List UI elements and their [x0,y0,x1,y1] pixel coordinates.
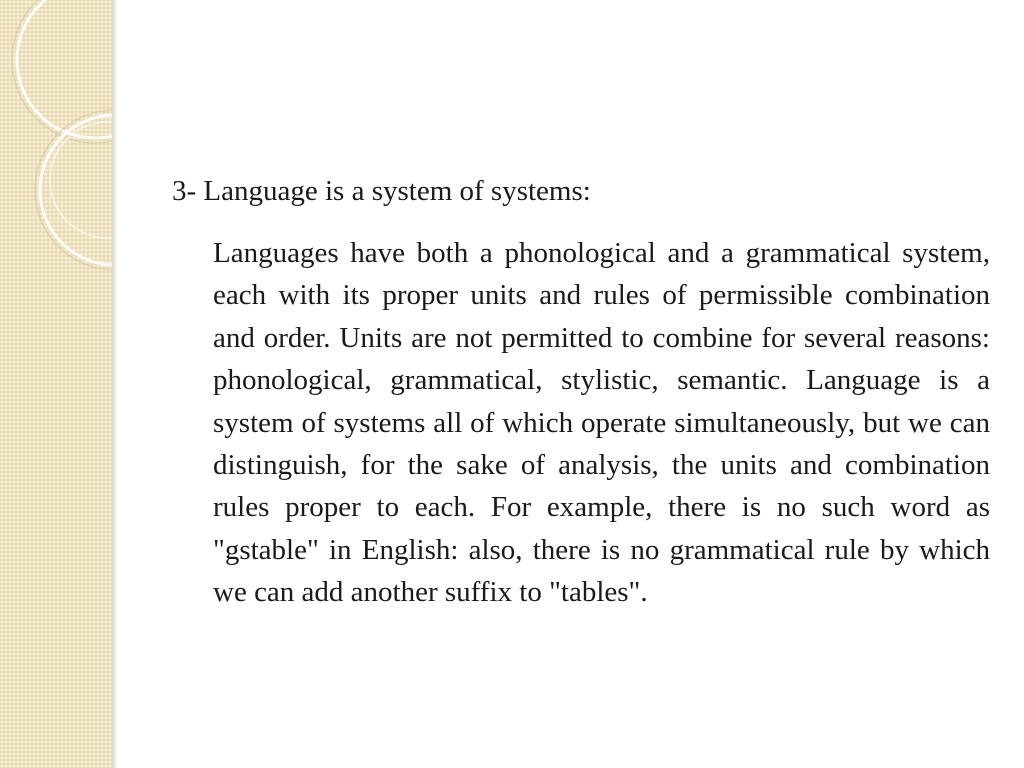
slide-paragraph: Languages have both a phonological and a grammatical system, each with its proper units and rules of permissible combination and order. Units are not permitted to combine for several reasons: phonological, grammatical, stylistic, semantic. Language is a system of systems all of which operate simultaneously, but we can distinguish, for the sake of analysis, the units and combination rules proper to each. For example, there is no such word as "gstable" in English: also, there is no grammatical rule by which we can add another suffix to "tables". [213,237,990,609]
slide-content [172,170,990,614]
side-band-shadow [112,0,118,768]
decorative-circles-graphic [0,0,112,768]
decorative-side-band [0,0,112,768]
slide-heading: 3- Language is a system of systems: [172,175,591,207]
